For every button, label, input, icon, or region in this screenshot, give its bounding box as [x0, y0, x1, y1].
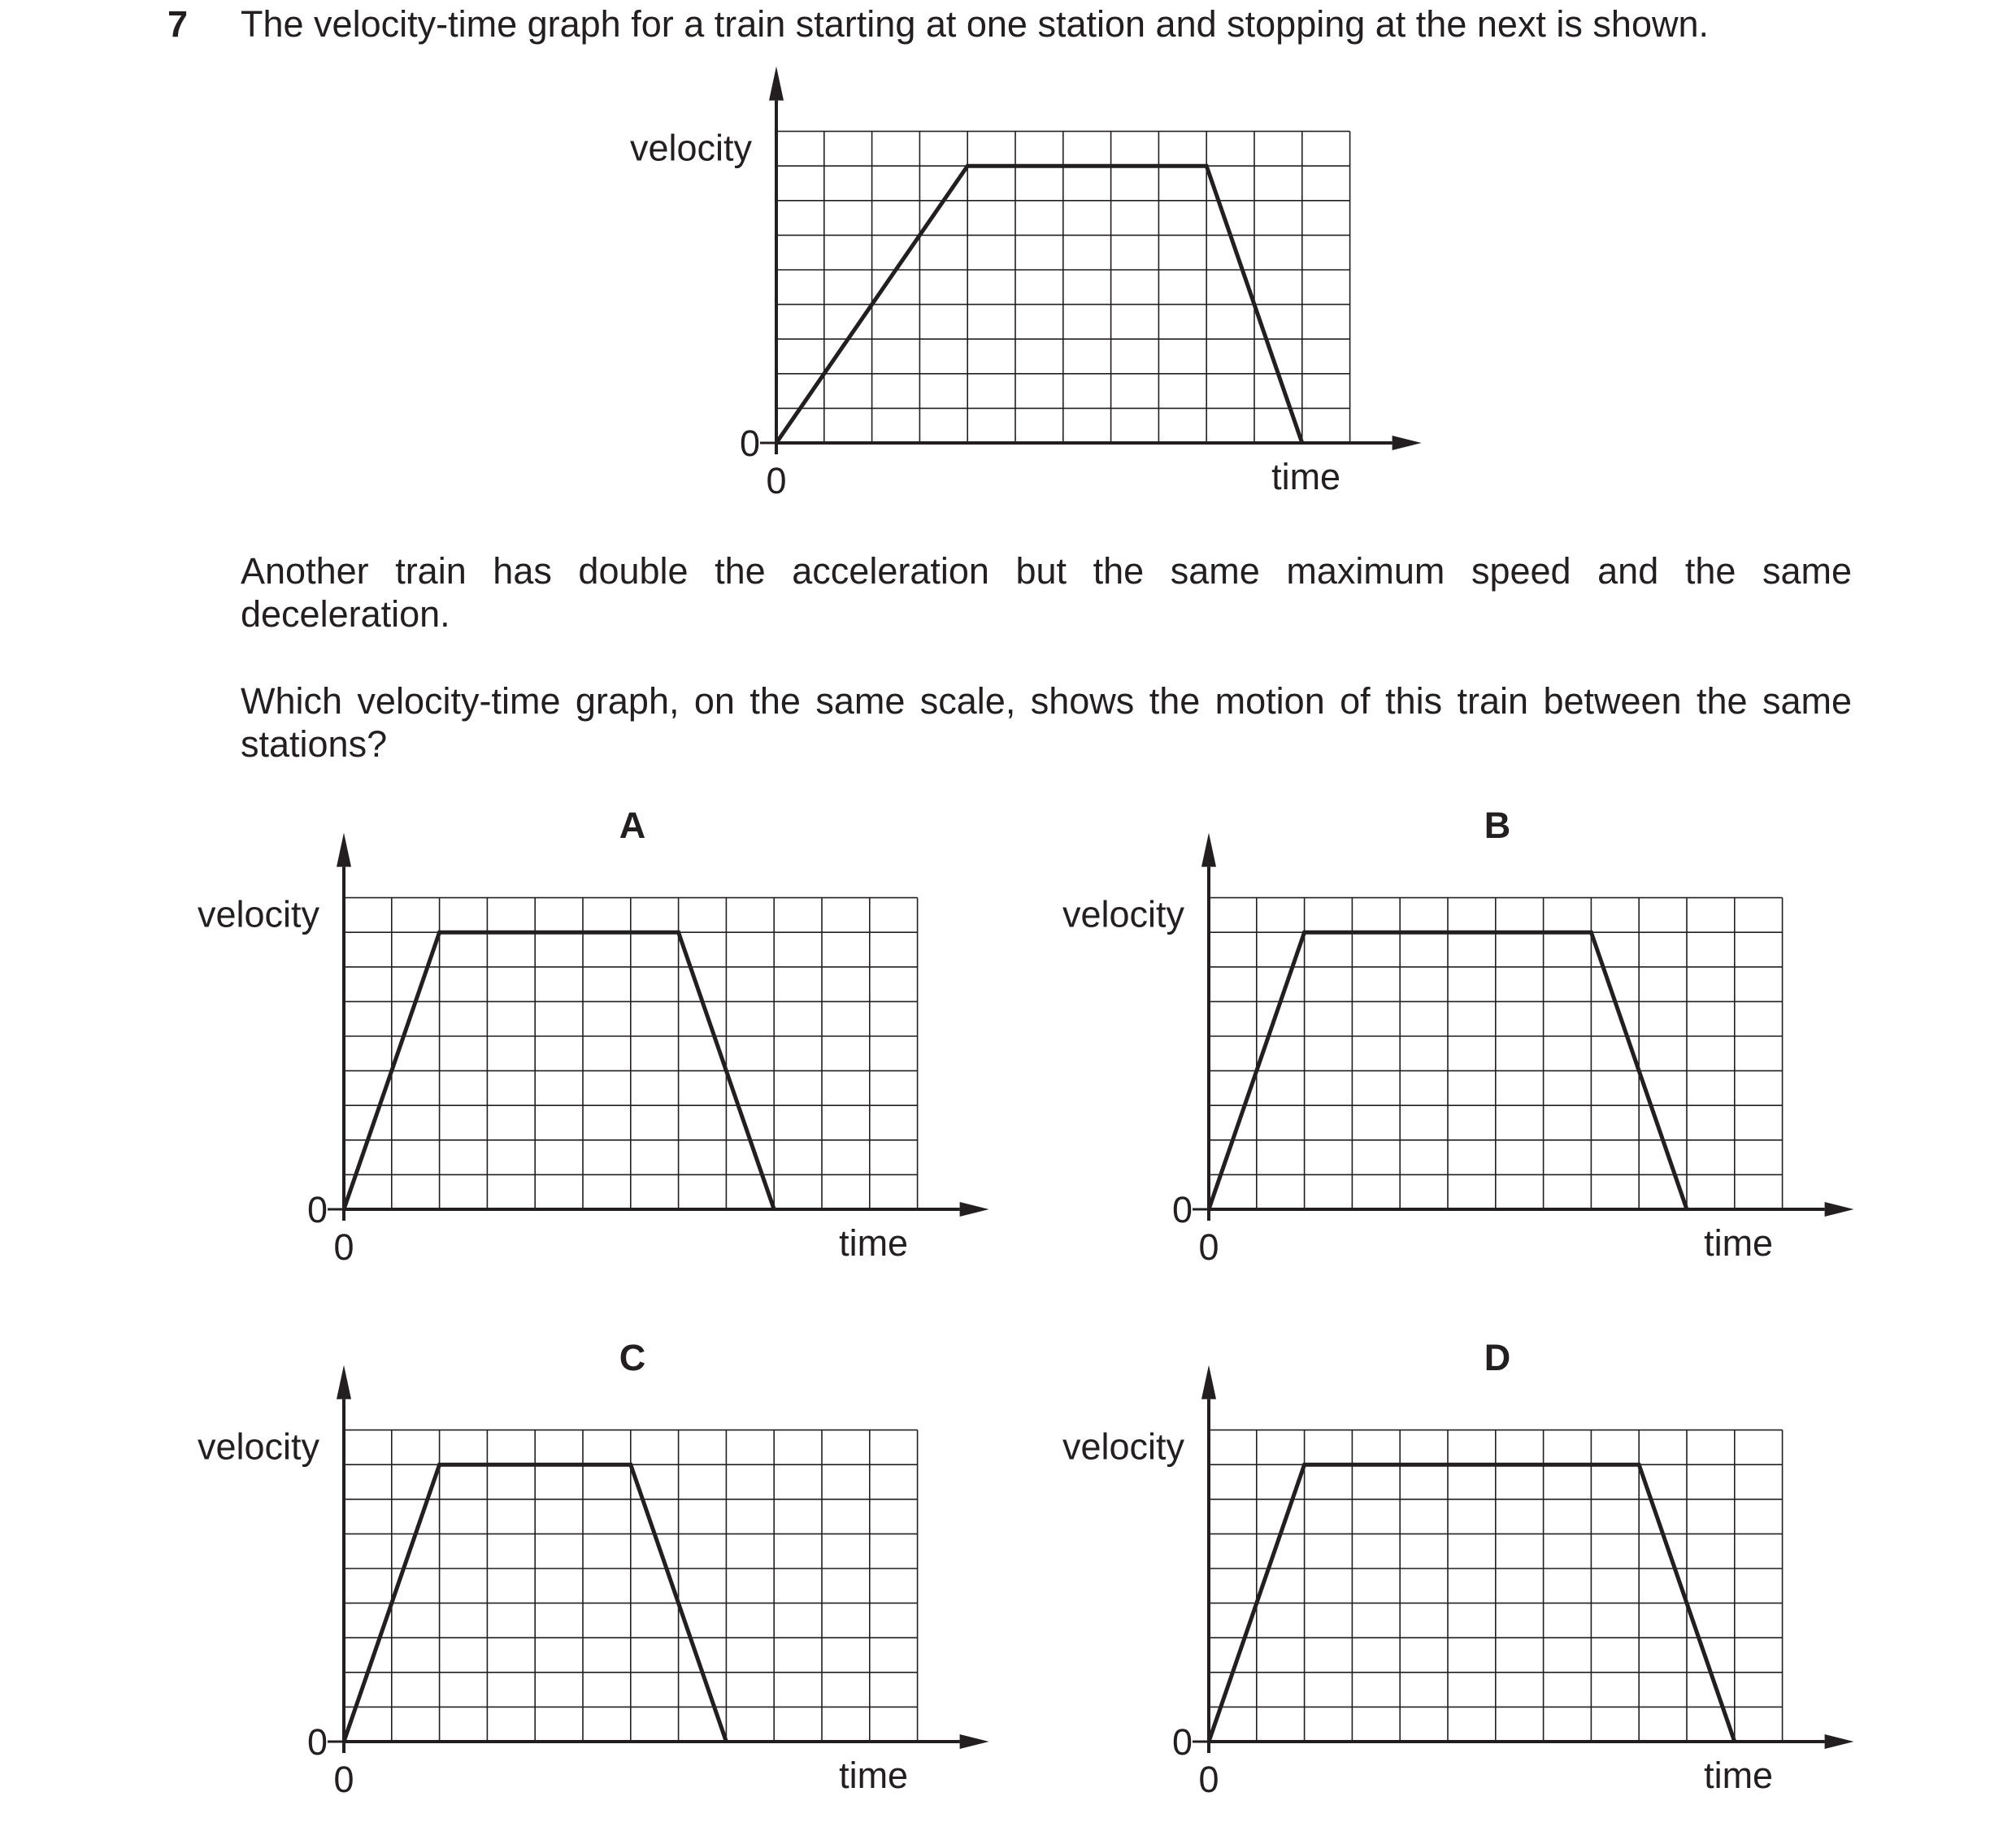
x-axis-label: time — [1704, 1755, 1773, 1796]
x-axis-label: time — [1704, 1222, 1773, 1264]
y-axis-arrowhead — [1201, 833, 1216, 867]
grid — [344, 898, 918, 1209]
graph-option-d[interactable] — [1006, 1384, 1905, 1831]
question-paragraph-2: Which velocity-time graph, on the same scale, shows the motion of this train between the same stations? — [241, 679, 1852, 766]
y-origin-label: 0 — [307, 1721, 328, 1763]
y-axis-label: velocity — [1062, 1426, 1185, 1468]
y-origin-label: 0 — [1172, 1189, 1193, 1230]
graph-option-a[interactable] — [141, 852, 1040, 1299]
y-axis-arrowhead — [1201, 1365, 1216, 1399]
x-origin-label: 0 — [333, 1226, 354, 1268]
grid — [1209, 898, 1783, 1209]
x-origin-label: 0 — [1198, 1759, 1219, 1800]
y-axis-arrowhead — [337, 1365, 351, 1399]
y-axis-label: velocity — [1062, 894, 1185, 935]
x-origin-label: 0 — [1198, 1226, 1219, 1268]
x-axis-label: time — [1271, 456, 1340, 497]
x-axis-arrowhead — [1825, 1202, 1854, 1217]
grid — [776, 132, 1350, 443]
option-label-a[interactable]: A — [592, 805, 673, 847]
y-origin-label: 0 — [1172, 1721, 1193, 1763]
question-number: 7 — [167, 3, 188, 46]
option-label-c[interactable]: C — [592, 1337, 673, 1379]
grid — [1209, 1430, 1783, 1742]
y-origin-label: 0 — [740, 423, 760, 464]
x-origin-label: 0 — [766, 460, 786, 501]
option-label-d[interactable]: D — [1457, 1337, 1538, 1379]
y-axis-arrowhead — [337, 833, 351, 867]
y-origin-label: 0 — [307, 1189, 328, 1230]
y-axis-label: velocity — [630, 128, 753, 169]
x-axis-arrowhead — [960, 1734, 989, 1749]
y-axis-label: velocity — [198, 894, 320, 935]
x-axis-arrowhead — [960, 1202, 989, 1217]
y-axis-label: velocity — [198, 1426, 320, 1468]
y-axis-arrowhead — [769, 67, 784, 101]
x-origin-label: 0 — [333, 1759, 354, 1800]
x-axis-arrowhead — [1825, 1734, 1854, 1749]
graph-original — [573, 85, 1472, 532]
x-axis-arrowhead — [1393, 436, 1422, 450]
graph-option-c[interactable] — [141, 1384, 1040, 1831]
grid — [344, 1430, 918, 1742]
question-paragraph-1: Another train has double the acceleration but the same maximum speed and the same deceleration. — [241, 549, 1852, 636]
x-axis-label: time — [839, 1755, 908, 1796]
option-label-b[interactable]: B — [1457, 805, 1538, 847]
question-text: The velocity-time graph for a train starting at one station and stopping at the next is shown. — [241, 3, 1709, 46]
graph-option-b[interactable] — [1006, 852, 1905, 1299]
x-axis-label: time — [839, 1222, 908, 1264]
